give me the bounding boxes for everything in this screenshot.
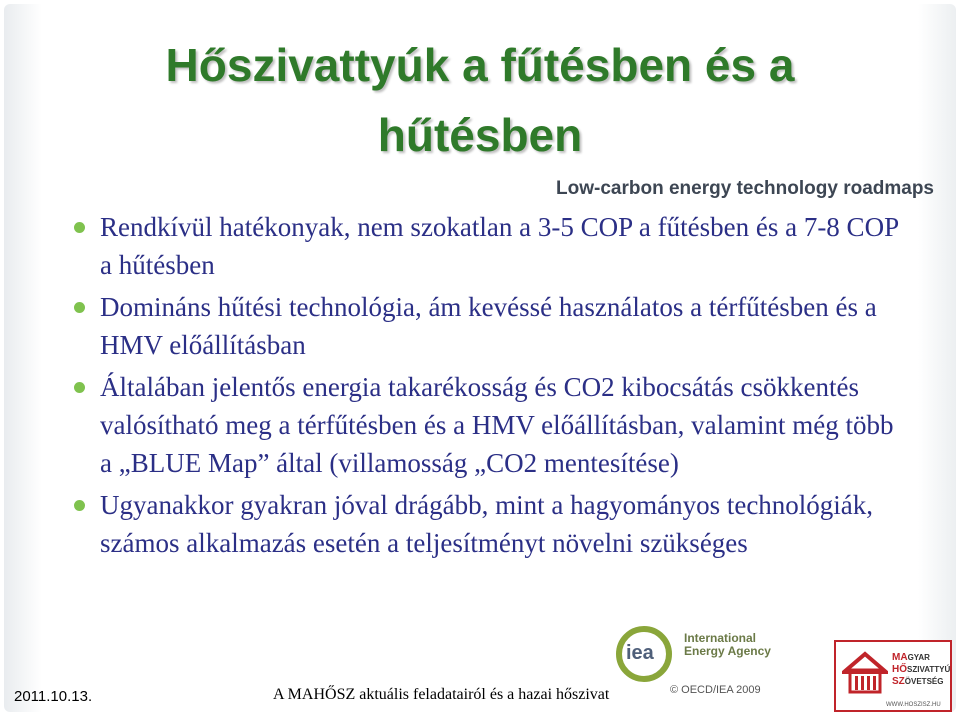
mhsz-logo bbox=[834, 640, 952, 712]
bullet-text: Ugyanakkor gyakran jóval drágább, mint a hagyományos technológiák, számos alkalmazás esetén a teljesítményt növelni szükséges bbox=[100, 490, 874, 558]
bullet-item bbox=[72, 208, 912, 284]
house-icon bbox=[842, 650, 888, 694]
iea-copyright: © OECD/IEA 2009 bbox=[670, 684, 761, 696]
bullet-item bbox=[72, 368, 912, 482]
iea-logo bbox=[610, 618, 770, 698]
mhsz-line-2: HŐSZIVATTYÚ bbox=[892, 664, 951, 675]
mhsz-name bbox=[892, 652, 950, 688]
footer-text: A MAHŐSZ aktuális feladatairól és a hazai hőszivat bbox=[273, 686, 610, 703]
bullet-icon bbox=[74, 382, 85, 393]
bullet-icon bbox=[74, 500, 85, 511]
title-line-1: Hőszivattyúk a fűtésben és a bbox=[165, 39, 795, 91]
bullet-icon bbox=[74, 302, 85, 313]
bullet-list bbox=[72, 208, 912, 566]
mhsz-url: WWW.HOSZISZ.HU bbox=[886, 702, 941, 708]
slide-title bbox=[60, 30, 900, 170]
bullet-text: Domináns hűtési technológia, ám kevéssé használatos a térfűtésben és a HMV előállításban bbox=[100, 292, 877, 360]
mhsz-line-1: MAGYAR bbox=[892, 652, 930, 663]
bullet-text: Rendkívül hatékonyak, nem szokatlan a 3-5 COP a fűtésben és a 7-8 COP a hűtésben bbox=[100, 212, 899, 280]
iea-name bbox=[684, 632, 774, 658]
bullet-item bbox=[72, 288, 912, 364]
footer-date: 2011.10.13. bbox=[14, 688, 93, 705]
bullet-text: Általában jelentős energia takarékosság és CO2 kibocsátás csökkentés valósítható meg a térfűtésben és a HMV előállításban, valamint még több a „BLUE Map” által (villamosság „CO2 mentesítése) bbox=[100, 372, 894, 478]
iea-acronym: iea bbox=[626, 642, 654, 664]
mhsz-line-3: SZÖVETSÉG bbox=[892, 676, 944, 687]
title-line-2: hűtésben bbox=[377, 109, 583, 161]
iea-name-line-1: International bbox=[684, 631, 757, 645]
bullet-icon bbox=[74, 222, 85, 233]
iea-name-line-2: Energy Agency bbox=[684, 644, 771, 658]
bullet-item bbox=[72, 486, 912, 562]
roadmap-label: Low-carbon energy technology roadmaps bbox=[556, 178, 934, 199]
